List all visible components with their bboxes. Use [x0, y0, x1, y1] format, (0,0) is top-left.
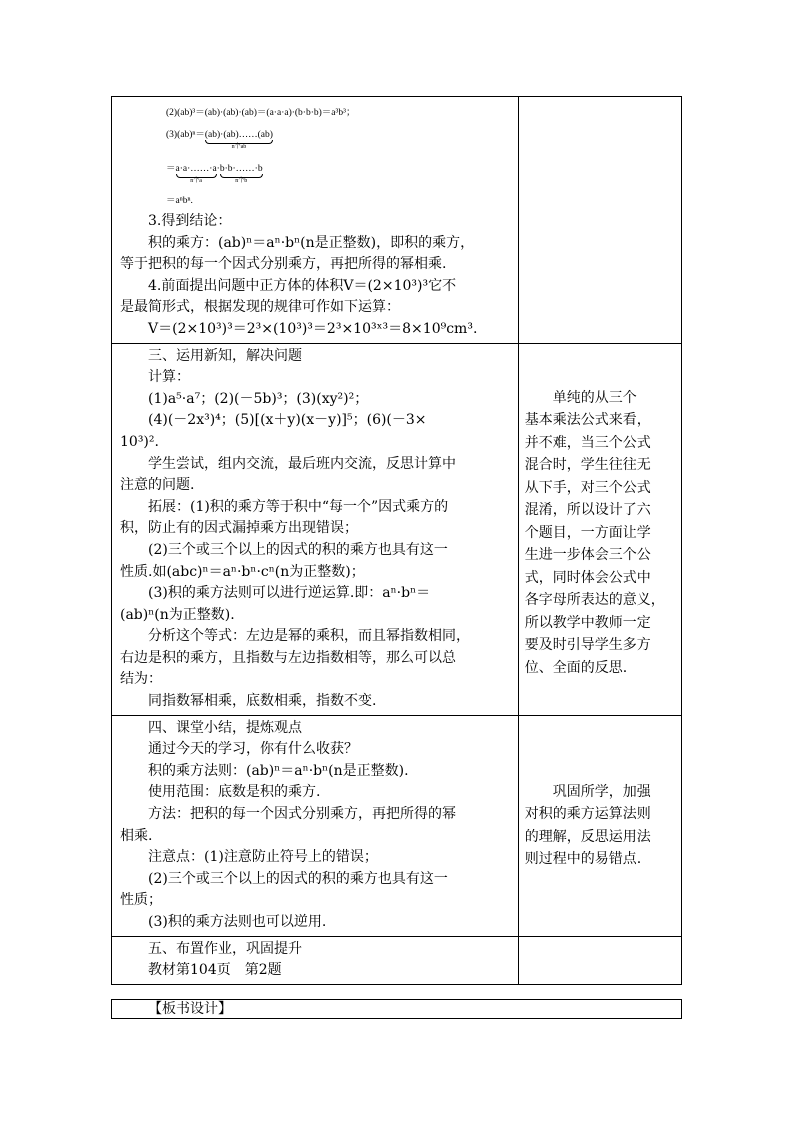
brace-note: n个b — [235, 178, 248, 184]
math-line — [166, 129, 518, 150]
text-line: 等于把积的每一个因式分别乘方，再把所得的幂相乘. — [120, 256, 447, 273]
math-line: (2)(ab)³＝(ab)·(ab)·(ab)＝(a·a·a)·(b·b·b)＝a³b³； — [166, 108, 356, 118]
math-text: a·a·……·a — [175, 164, 217, 174]
note-line: 则过程中的易错点. — [524, 851, 642, 868]
note-cell — [518, 715, 681, 936]
text-line: 性质； — [120, 892, 162, 909]
section-heading: 四、课堂小结，提炼观点 — [148, 719, 302, 736]
board-design-title: 【板书设计】 — [148, 1001, 232, 1017]
brace-note: n个ab — [231, 144, 247, 150]
text-line: 注意点：(1)注意防止符号上的错误； — [148, 849, 378, 866]
text-line: 方法：把积的每一个因式分别乘方，再把所得的幂 — [148, 806, 456, 823]
text-line: 3.得到结论： — [148, 213, 232, 229]
text-line: 注意的问题. — [120, 477, 195, 494]
lesson-plan-table — [111, 96, 682, 985]
text-line: 4.前面提出问题中正方体的体积V＝(2×10³)³它不 — [148, 277, 457, 294]
note-line: 混淆，所以设计了六 — [524, 502, 651, 519]
text-line: 分析这个等式：左边是幂的乘积，而且幂指数相同， — [148, 628, 470, 645]
note-line: 从下手，对三个公式 — [524, 479, 651, 496]
text-line: (2)三个或三个以上的因式的积的乘方也具有这一 — [148, 870, 448, 887]
section-heading: 五、布置作业，巩固提升 — [148, 940, 302, 957]
underbrace — [204, 129, 273, 150]
text-line: (2)三个或三个以上的因式的积的乘方也具有这一 — [148, 541, 448, 558]
text-line: 结为： — [120, 671, 162, 688]
text-line: 使用范围：底数是积的乘方. — [148, 784, 321, 801]
content-cell — [112, 936, 519, 984]
text-line: 积的乘方法则：(ab)ⁿ＝aⁿ·bⁿ(n是正整数). — [148, 762, 409, 779]
board-design-box — [111, 999, 682, 1019]
note-line: 对积的乘方运算法则 — [524, 806, 651, 823]
math-text: · — [216, 164, 220, 174]
text-line: (3)积的乘方法则可以进行逆运算.即：aⁿ·bⁿ＝ — [148, 585, 431, 602]
note-line: 所以教学中教师一定 — [524, 614, 651, 631]
text-line: (4)(－2x³)⁴；(5)[(x＋y)(x－y)]⁵；(6)(－3× — [148, 412, 427, 429]
text-line: (1)a⁵·a⁷；(2)(－5b)³；(3)(xy²)²； — [148, 390, 369, 407]
underbrace — [175, 163, 217, 184]
underbrace — [219, 163, 263, 184]
text-line: 通过今天的学习，你有什么收获？ — [148, 741, 358, 758]
math-line: ＝aⁿbⁿ. — [166, 196, 193, 206]
note-line: 单纯的从三个 — [552, 389, 637, 406]
table-row — [112, 936, 682, 984]
math-text: b·b·……·b — [219, 164, 263, 174]
note-line: 并不难，当三个公式 — [524, 434, 651, 451]
text-line: (3)积的乘方法则也可以逆用. — [148, 914, 327, 930]
content-cell — [112, 343, 519, 715]
table-row — [112, 97, 682, 344]
math-text: (ab)·(ab)……(ab) — [204, 130, 273, 140]
text-line: 教材第104页 第2题 — [148, 962, 282, 979]
note-line: 生进一步体会三个公 — [524, 547, 651, 564]
text-line: 积的乘方：(ab)ⁿ＝aⁿ·bⁿ(n是正整数)，即积的乘方， — [148, 234, 475, 251]
text-line: 计算： — [148, 369, 190, 386]
note-line: 各字母所表达的意义， — [524, 592, 665, 609]
text-line: (ab)ⁿ(n为正整数). — [120, 606, 235, 623]
text-line: V＝(2×10³)³＝2³×(10³)³＝2³×10³ˣ³＝8×10⁹cm³. — [148, 320, 478, 337]
note-cell — [518, 343, 681, 715]
note-line: 混合时，学生往往无 — [524, 457, 651, 474]
math-text: ＝ — [166, 164, 176, 174]
text-line: 相乘. — [120, 827, 153, 844]
text-line: 右边是积的乘方，且指数与左边指数相等，那么可以总 — [120, 649, 456, 666]
math-line — [166, 163, 518, 184]
text-line: 积，防止有的因式漏掉乘方出现错误； — [120, 520, 358, 537]
text-line: 10³)². — [120, 433, 159, 450]
note-line: 个题目，一方面让学 — [524, 524, 651, 541]
table-row — [112, 715, 682, 936]
math-derivation — [112, 97, 518, 207]
content-cell — [112, 715, 519, 936]
table-row — [112, 343, 682, 715]
note-line: 巩固所学，加强 — [552, 783, 651, 800]
text-line: 拓展：(1)积的乘方等于积中“每一个”因式乘方的 — [148, 498, 449, 515]
note-line: 基本乘法公式来看， — [524, 412, 651, 429]
math-text: (3)(ab)ⁿ＝ — [166, 130, 205, 140]
brace-note: n个a — [190, 178, 202, 184]
text-line: 是最简形式，根据发现的规律可作如下运算： — [120, 299, 400, 316]
text-line: 性质.如(abc)ⁿ＝aⁿ·bⁿ·cⁿ(n为正整数)； — [120, 563, 365, 580]
note-cell — [518, 97, 681, 344]
content-cell — [112, 97, 519, 344]
note-line: 要及时引导学生多方 — [524, 637, 651, 654]
note-cell — [518, 936, 681, 984]
section-heading: 三、运用新知，解决问题 — [148, 347, 302, 364]
note-line: 式，同时体会公式中 — [524, 569, 651, 586]
note-line: 的理解，反思运用法 — [524, 828, 651, 845]
text-line: 同指数幂相乘，底数相乘，指数不变. — [148, 693, 377, 710]
note-line: 位、全面的反思. — [524, 659, 628, 676]
text-line: 学生尝试，组内交流，最后班内交流，反思计算中 — [148, 455, 456, 472]
